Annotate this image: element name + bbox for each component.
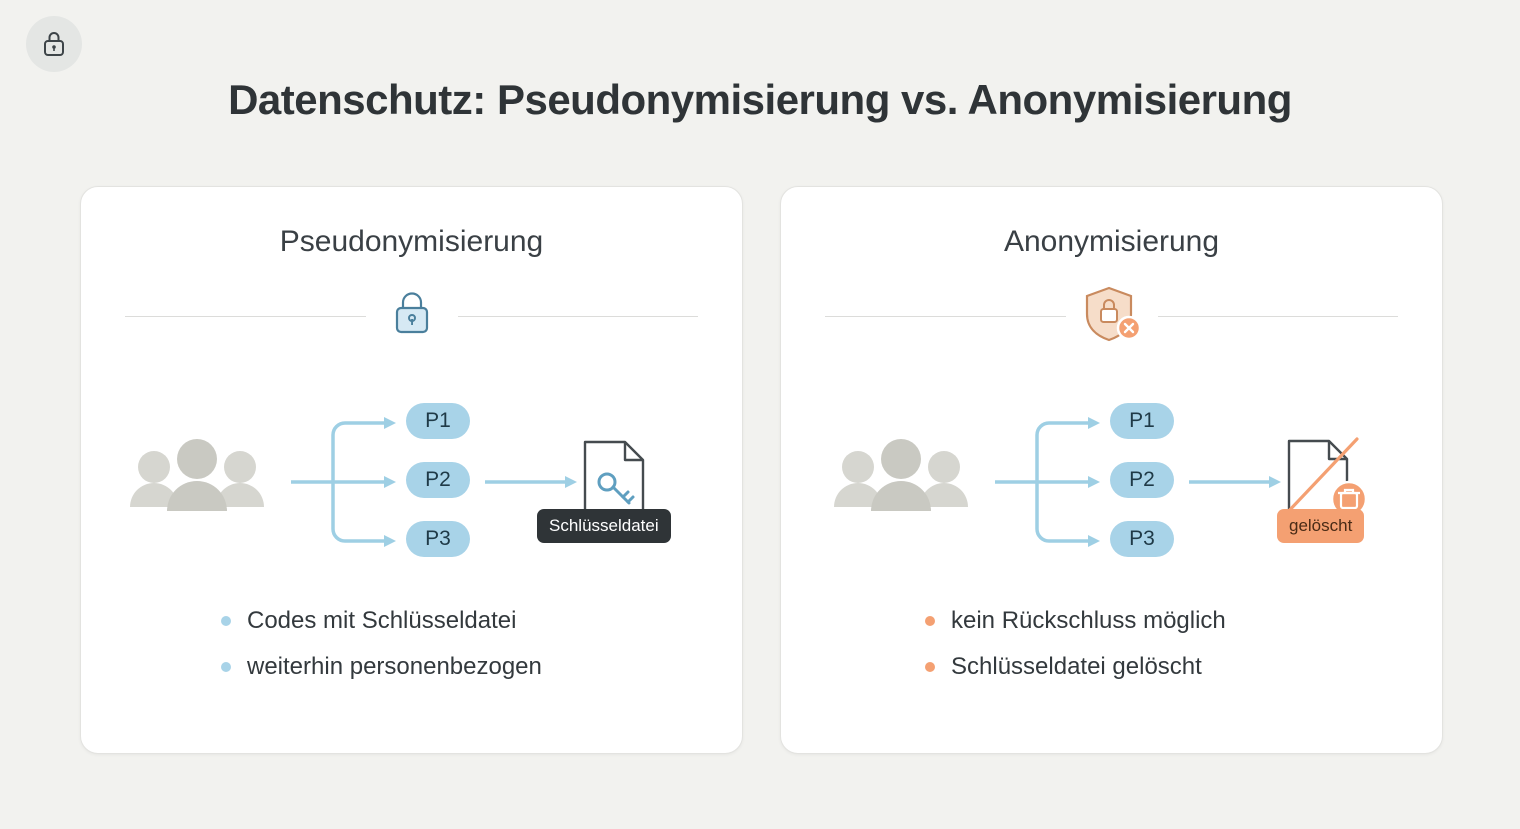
divider-line-left-b: [458, 316, 699, 317]
bullet-text: kein Rückschluss möglich: [951, 607, 1226, 634]
label-geloescht: gelöscht: [1277, 509, 1364, 543]
divider-line-right-b: [1158, 316, 1399, 317]
bullet-text: Schlüsseldatei gelöscht: [951, 653, 1202, 680]
card-anonymisierung: [780, 186, 1443, 754]
pill-p3-right: P3: [1110, 521, 1174, 557]
bullet-dot-icon: [925, 662, 935, 672]
divider-line-left-a: [125, 316, 366, 317]
arrow-to-document-right: [1189, 472, 1289, 492]
bullet-text: weiterhin personenbezogen: [247, 653, 542, 680]
card-title-pseudonymisierung: Pseudonymisierung: [279, 225, 544, 258]
card-divider-right: [825, 315, 1398, 317]
corner-lock-badge: [26, 16, 82, 72]
card-divider-left: [125, 315, 698, 317]
label-schluesseldatei: Schlüsseldatei: [537, 509, 671, 543]
bullet-dot-icon: [221, 662, 231, 672]
list-item: [781, 607, 1442, 635]
people-group-icon: [121, 421, 291, 531]
bullet-text: Codes mit Schlüsseldatei: [247, 607, 517, 634]
pill-p1-right: P1: [1110, 403, 1174, 439]
shield-lock-cross-icon: [1066, 286, 1158, 346]
lock-icon: [41, 30, 67, 58]
bullet-dot-icon: [925, 616, 935, 626]
pill-p2-right: P2: [1110, 462, 1174, 498]
bullet-dot-icon: [221, 616, 231, 626]
bullet-list-pseudonymisierung: [81, 607, 742, 699]
bullet-list-anonymisierung: [781, 607, 1442, 699]
page-title: Datenschutz: Pseudonymisierung vs. Anonymisierung: [228, 76, 1292, 123]
divider-line-right-a: [825, 316, 1066, 317]
flow-diagram-pseudonymisierung: [81, 383, 742, 563]
card-pseudonymisierung: [80, 186, 743, 754]
lock-icon: [366, 286, 458, 346]
arrow-to-document-left: [485, 472, 585, 492]
card-title-anonymisierung: Anonymisierung: [1003, 225, 1220, 258]
list-item: [81, 607, 742, 635]
list-item: [81, 653, 742, 681]
pill-p3-left: P3: [406, 521, 470, 557]
flow-diagram-anonymisierung: [781, 383, 1442, 563]
list-item: [781, 653, 1442, 681]
people-group-icon: [825, 421, 995, 531]
pill-p2-left: P2: [406, 462, 470, 498]
comparison-cards: [80, 186, 1443, 754]
pill-p1-left: P1: [406, 403, 470, 439]
